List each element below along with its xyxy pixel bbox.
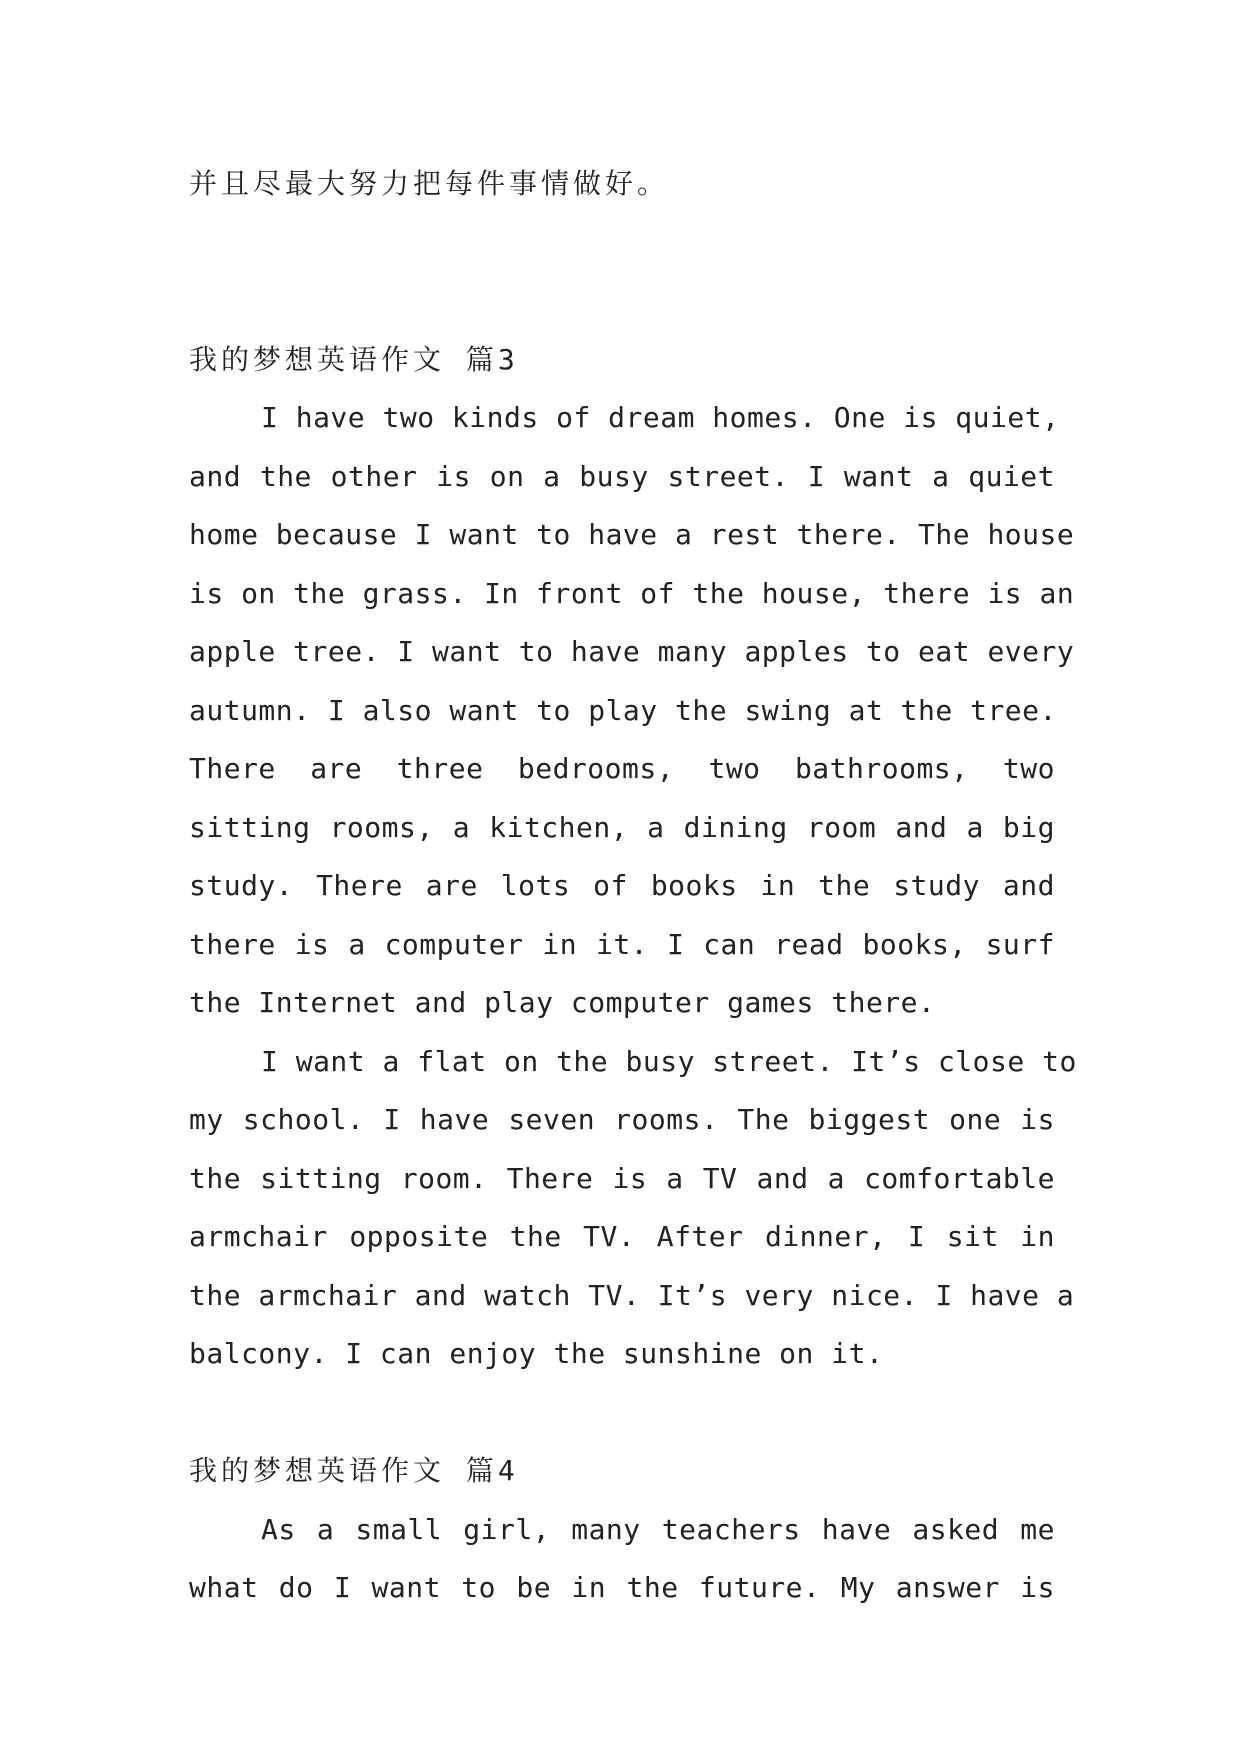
section-4-paragraph-1 — [189, 1501, 1055, 1618]
paragraph-line: As a small girl, many teachers have asked me — [261, 1512, 1055, 1546]
document-page — [189, 155, 1077, 1618]
paragraph-line: the armchair and watch TV. It’s very nice. I have a — [189, 1278, 1075, 1312]
intro-closing-line: 并且尽最大努力把每件事情做好。 — [189, 167, 670, 200]
section-3-paragraph-2 — [189, 1033, 1077, 1384]
paragraph-line: autumn. I also want to play the swing at the tree. — [189, 693, 1057, 727]
section-spacer — [189, 1384, 1055, 1443]
paragraph-line: and the other is on a busy street. I want a quiet — [189, 459, 1055, 493]
paragraph-line: sitting rooms, a kitchen, a dining room and a big — [189, 810, 1055, 844]
section-4-heading: 我的梦想英语作文 篇4 — [189, 1454, 519, 1487]
paragraph-line: is on the grass. In front of the house, there is an — [189, 576, 1075, 610]
paragraph-line: the Internet and play computer games there. — [189, 986, 936, 1019]
paragraph-line: apple tree. I want to have many apples to eat every — [189, 635, 1075, 668]
paragraph-line: There are three bedrooms, two bathrooms, two — [189, 752, 1055, 785]
paragraph-line: what do I want to be in the future. My answer is — [189, 1571, 1055, 1604]
paragraph-line: the sitting room. There is a TV and a comfortable — [189, 1161, 1055, 1195]
paragraph-line: I want a flat on the busy street. It’s close to — [261, 1044, 1077, 1078]
paragraph-line: there is a computer in it. I can read books, surf — [189, 927, 1055, 961]
paragraph-line: I have two kinds of dream homes. One is quiet, — [261, 401, 1060, 434]
section-3-heading: 我的梦想英语作文 篇3 — [189, 342, 519, 376]
section-spacer — [189, 214, 1055, 331]
paragraph-line: balcony. I can enjoy the sunshine on it. — [189, 1337, 884, 1370]
section-3-paragraph-1 — [189, 389, 1075, 1033]
paragraph-line: armchair opposite the TV. After dinner, I sit in — [189, 1220, 1055, 1253]
paragraph-line: study. There are lots of books in the study and — [189, 869, 1055, 902]
paragraph-line: home because I want to have a rest there. The house — [189, 518, 1075, 551]
paragraph-line: my school. I have seven rooms. The biggest one is — [189, 1103, 1055, 1136]
